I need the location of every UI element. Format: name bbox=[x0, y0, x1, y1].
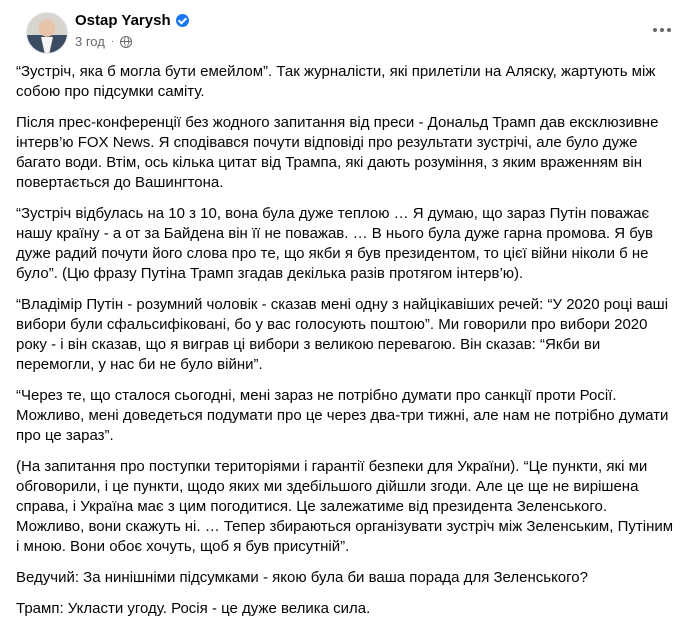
author-name[interactable]: Ostap Yarysh bbox=[75, 12, 171, 29]
dot-icon bbox=[660, 28, 664, 32]
globe-icon bbox=[120, 36, 132, 48]
verified-badge-icon bbox=[176, 14, 189, 27]
post-paragraph: Ведучий: За нинішніми підсумками - якою була би ваша порада для Зеленського? bbox=[16, 569, 588, 586]
dot-icon bbox=[653, 28, 657, 32]
post-paragraph: “Владімір Путін - розумний чоловік - сказав мені одну з найцікавіших речей: “У 2020 році ваші вибори були сфальсифіковані, бо у вас голосують поштою”. Ми говорили про вибори 2020 року - і він сказав, що я виграв ці вибори з великою перевагою. Він сказав: “Якби ви перемогли, у нас би не було війни”. bbox=[16, 296, 669, 373]
separator-dot: · bbox=[110, 36, 115, 47]
post-paragraph: “Зустріч, яка б могла бути емейлом”. Так журналісти, які прилетіли на Аляску, жартують між собою про підсумки саміту. bbox=[16, 63, 656, 100]
post-body bbox=[14, 62, 684, 619]
author-avatar[interactable] bbox=[26, 12, 68, 54]
post-timestamp[interactable]: 3 год bbox=[75, 34, 105, 49]
post-meta bbox=[75, 34, 132, 49]
post-paragraph: (На запитання про поступки територіями і гарантії безпеки для України). “Це пункти, які ми обговорили, і це пункти, щодо яких ми здебільшого дійшли згоди. Але це ще не вирішена справа, і Україна має з цим погодитися. Це залежатиме від президента Зеленського. Можливо, вони скажуть ні. … Тепер збираються організувати зустріч між Зеленським, Путіним і мною. Вони обоє хочуть, щоб я був присутній”. bbox=[16, 458, 674, 555]
dot-icon bbox=[667, 28, 671, 32]
more-options-button[interactable] bbox=[650, 18, 674, 42]
author-row bbox=[75, 12, 189, 29]
post-paragraph: Після прес-конференції без жодного запитання від преси - Дональд Трамп дав ексклюзивне інтерв’ю FOX News. Я сподівався почути відповіді про результати зустрічі, але було дуже багато води. Втім, ось кілька цитат від Трампа, які дають розуміння, з яким враженням він повертається до Вашингтона. bbox=[16, 114, 659, 191]
post-paragraph: “Через те, що сталося сьогодні, мені зараз не потрібно думати про санкції проти Росії. Можливо, мені доведеться подумати про це через два-три тижні, але нам не потрібно думати про це зараз”. bbox=[16, 387, 669, 444]
post-paragraph: Трамп: Укласти угоду. Росія - це дуже велика сила. bbox=[16, 600, 371, 617]
post-paragraph: “Зустріч відбулась на 10 з 10, вона була дуже теплою … Я думаю, що зараз Путін поважає нашу країну - а от за Байдена він її не поважав. … В нього була дуже гарна промова. Я був дуже радий почути його слова про те, що якби я був президентом, то цієї війни ніколи б не було”. (Цю фразу Путіна Трамп згадав декілька разів протягом інтерв’ю). bbox=[16, 205, 653, 282]
post-header bbox=[14, 0, 684, 62]
